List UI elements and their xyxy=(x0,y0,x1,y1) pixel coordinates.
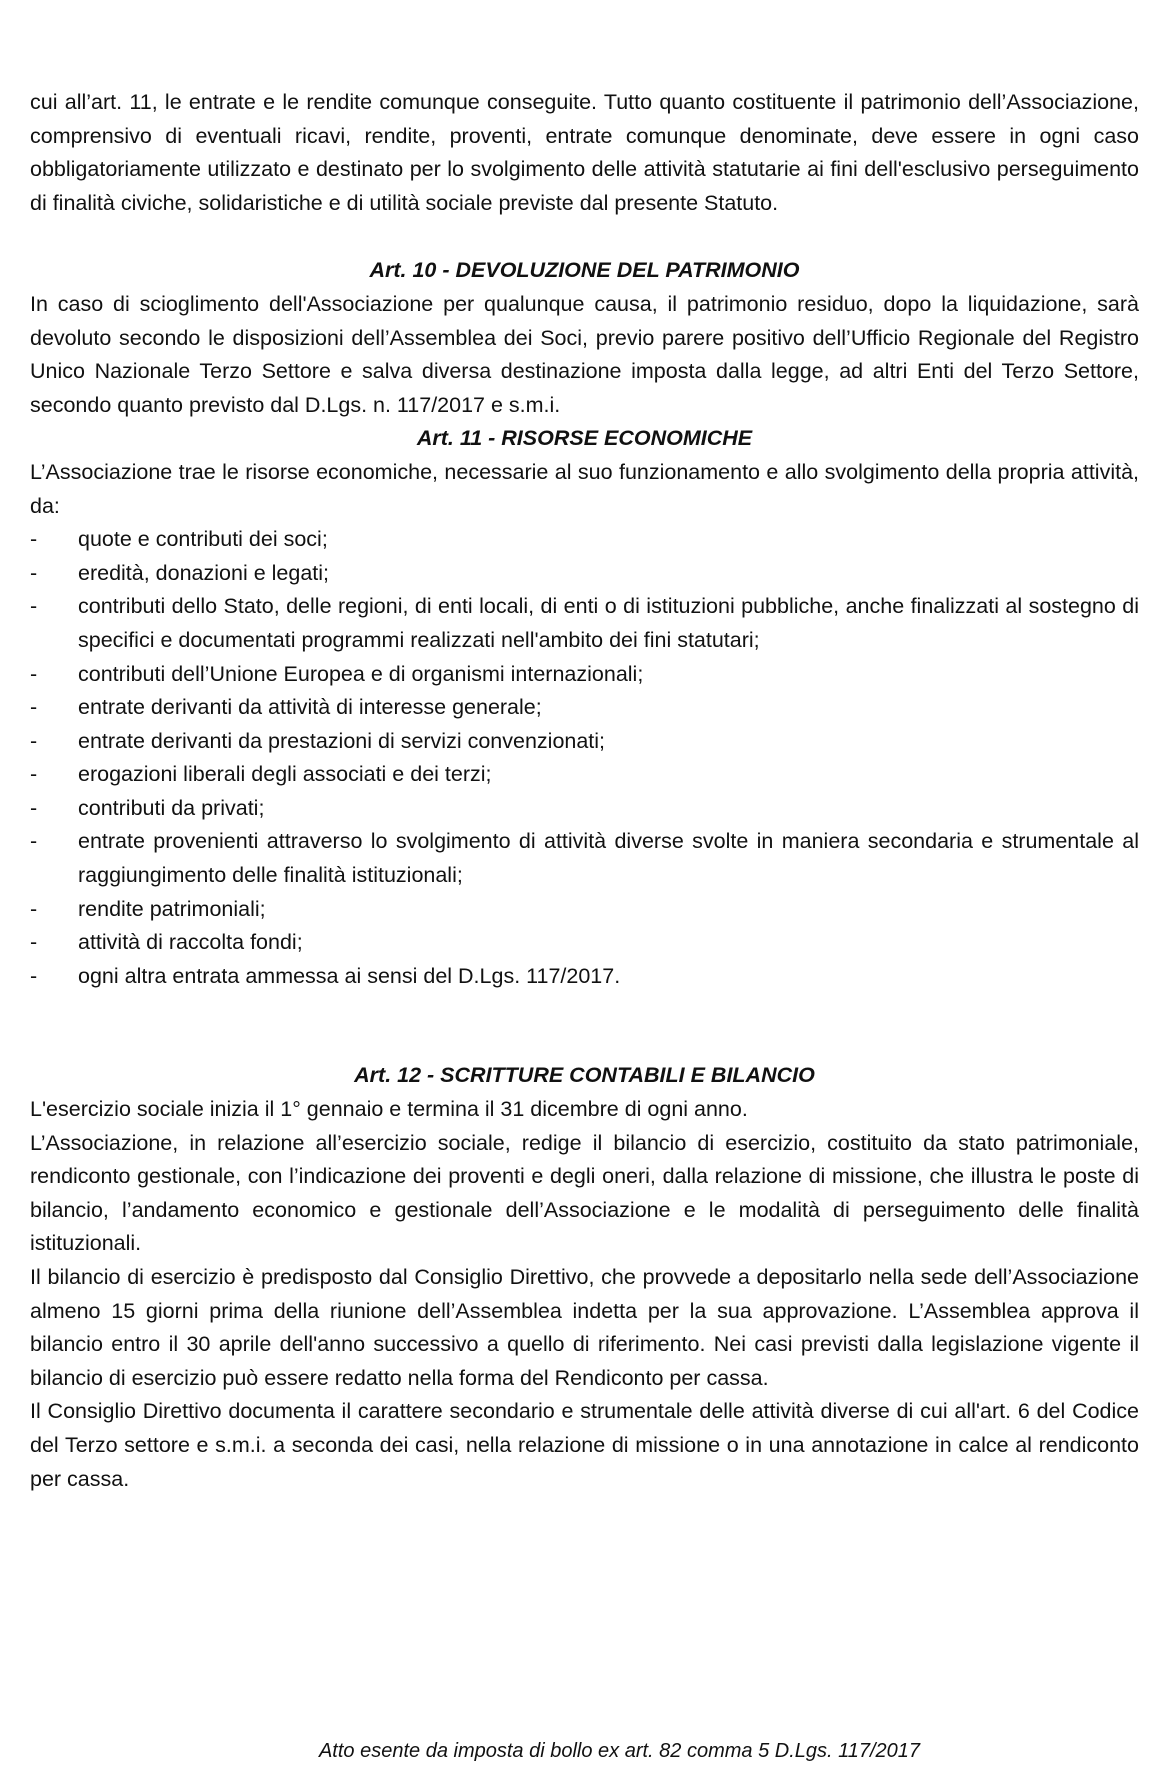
spacer xyxy=(30,220,1139,254)
bullet-dash: - xyxy=(30,728,38,753)
bullet-dash: - xyxy=(30,795,38,820)
bullet-dash: - xyxy=(30,829,38,854)
document-page xyxy=(30,86,1139,1496)
list-item-text: contributi dello Stato, delle regioni, di enti locali, di enti o di istituzioni pubbliche, anche finalizzati al sostegno di specifici e documentati programmi realizzati nell'ambito dei fini statutari; xyxy=(78,594,1139,652)
bullet-dash: - xyxy=(30,930,38,955)
list-item-text: contributi da privati; xyxy=(78,795,265,820)
art12-paragraph: L'esercizio sociale inizia il 1° gennaio e termina il 31 dicembre di ogni anno. xyxy=(30,1097,748,1122)
bullet-dash: - xyxy=(30,560,38,585)
bullet-dash: - xyxy=(30,661,38,686)
bullet-dash: - xyxy=(30,896,38,921)
list-item-text: erogazioni liberali degli associati e dei terzi; xyxy=(78,762,492,787)
list-item xyxy=(30,792,1139,826)
art12-paragraph: L’Associazione, in relazione all’esercizio sociale, redige il bilancio di esercizio, costituito da stato patrimoniale, rendiconto gestionale, con l’indicazione dei proventi e degli oneri, dalla relazione di missione, che illustra le poste di bilancio, l’andamento economico e gestionale dell’Associazione e le modalità di perseguimento delle finalità istituzionali. xyxy=(30,1130,1139,1256)
art11-intro: L’Associazione trae le risorse economiche, necessarie al suo funzionamento e allo svolgimento della propria attività, da: xyxy=(30,459,1139,518)
list-item xyxy=(30,758,1139,792)
spacer xyxy=(30,993,1139,1059)
art11-heading: Art. 11 - RISORSE ECONOMICHE xyxy=(416,426,753,451)
list-item-text: eredità, donazioni e legati; xyxy=(78,560,330,585)
list-item xyxy=(30,523,1139,557)
list-item xyxy=(30,960,1139,994)
list-item-text: entrate derivanti da prestazioni di servizi convenzionati; xyxy=(78,728,606,753)
bullet-dash: - xyxy=(30,695,38,720)
list-item xyxy=(30,926,1139,960)
bullet-dash: - xyxy=(30,527,38,552)
bullet-dash: - xyxy=(30,594,38,619)
art12-heading: Art. 12 - SCRITTURE CONTABILI E BILANCIO xyxy=(354,1063,815,1088)
list-item-text: entrate derivanti da attività di interesse generale; xyxy=(78,695,542,720)
art11-resource-list xyxy=(30,523,1139,993)
list-item xyxy=(30,658,1139,692)
art12-paragraph: Il Consiglio Direttivo documenta il carattere secondario e strumentale delle attività diverse di cui all'art. 6 del Codice del Terzo settore e s.m.i. a seconda dei casi, nella relazione di missione o in una annotazione in calce al rendiconto per cassa. xyxy=(30,1399,1139,1491)
list-item-text: contributi dell’Unione Europea e di organismi internazionali; xyxy=(78,661,644,686)
art12-paragraph: Il bilancio di esercizio è predisposto dal Consiglio Direttivo, che provvede a depositarlo nella sede dell’Associazione almeno 15 giorni prima della riunione dell’Assemblea indetta per la sua approvazione. L’Assemblea approva il bilancio entro il 30 aprile dell'anno successivo a quello di riferimento. Nei casi previsti dalla legislazione vigente il bilancio di esercizio può essere redatto nella forma del Rendiconto per cassa. xyxy=(30,1265,1139,1390)
list-item-text: quote e contributi dei soci; xyxy=(78,527,328,552)
list-item xyxy=(30,725,1139,759)
art10-paragraph: In caso di scioglimento dell'Associazione per qualunque causa, il patrimonio residuo, dopo la liquidazione, sarà devoluto secondo le disposizioni dell’Assemblea dei Soci, previo parere positivo dell’Ufficio Regionale del Registro Unico Nazionale Terzo Settore e salva diversa destinazione imposta dalla legge, ad altri Enti del Terzo Settore, secondo quanto previsto dal D.Lgs. n. 117/2017 e s.m.i. xyxy=(30,291,1139,417)
list-item xyxy=(30,825,1139,892)
bullet-dash: - xyxy=(30,762,38,787)
list-item xyxy=(30,590,1139,657)
list-item-text: entrate provenienti attraverso lo svolgimento di attività diverse svolte in maniera secondaria e strumentale al raggiungimento delle finalità istituzionali; xyxy=(78,829,1139,888)
list-item xyxy=(30,557,1139,591)
art10-heading: Art. 10 - DEVOLUZIONE DEL PATRIMONIO xyxy=(369,258,800,283)
list-item-text: ogni altra entrata ammessa ai sensi del D.Lgs. 117/2017. xyxy=(78,963,621,988)
list-item-text: rendite patrimoniali; xyxy=(78,896,266,921)
list-item xyxy=(30,893,1139,927)
list-item-text: attività di raccolta fondi; xyxy=(78,930,303,955)
list-item xyxy=(30,691,1139,725)
bullet-dash: - xyxy=(30,963,38,988)
intro-paragraph: cui all’art. 11, le entrate e le rendite comunque conseguite. Tutto quanto costituente il patrimonio dell’Associazione, comprensivo di eventuali ricavi, rendite, proventi, entrate comunque denominate, deve essere in ogni caso obbligatoriamente utilizzato e destinato per lo svolgimento delle attività statutarie ai fini dell'esclusivo perseguimento di finalità civiche, solidaristiche e di utilità sociale previste dal presente Statuto. xyxy=(30,90,1139,215)
page-footer: Atto esente da imposta di bollo ex art. 82 comma 5 D.Lgs. 117/2017 xyxy=(318,1740,921,1762)
